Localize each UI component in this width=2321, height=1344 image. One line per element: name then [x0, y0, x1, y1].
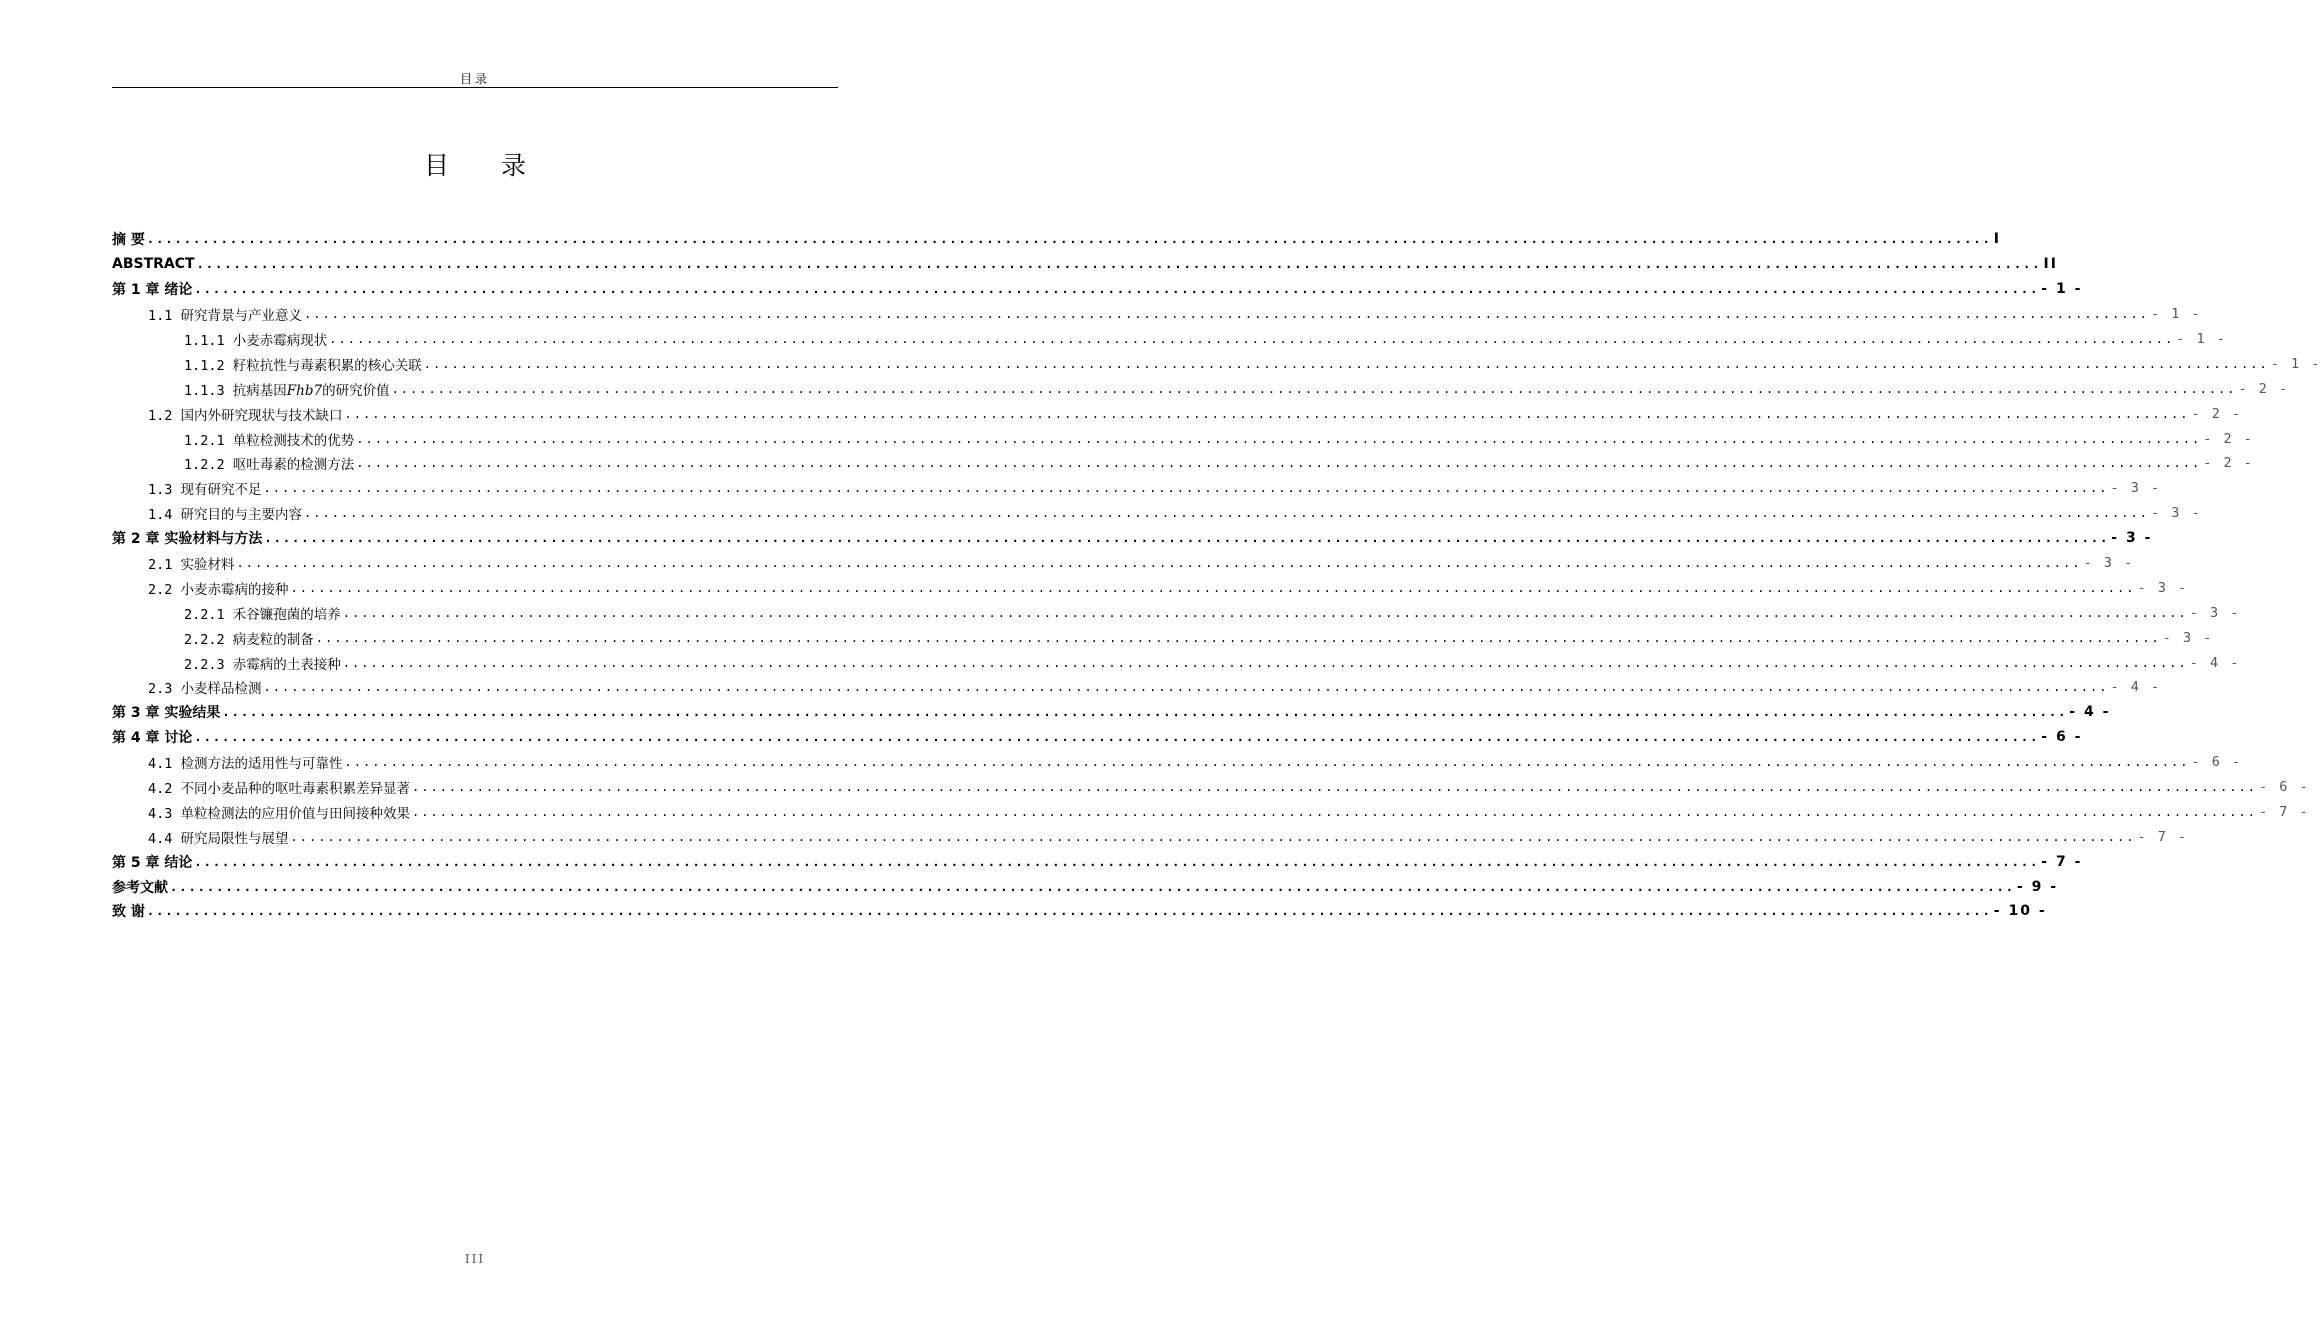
toc-entry[interactable]: [112, 501, 2202, 526]
toc-entry[interactable]: [112, 277, 2083, 302]
toc-entry-title: 2.2.2 病麦粒的制备: [184, 631, 314, 648]
toc-entry[interactable]: [112, 376, 2290, 401]
toc-leader-dots: ........................................................................................................................................................................................................: [423, 356, 2269, 371]
toc-entry-title: 致 谢: [112, 904, 145, 921]
toc-entry-page: - 3 -: [2150, 505, 2202, 522]
toc-entry[interactable]: [112, 849, 2083, 874]
toc-entry[interactable]: [112, 351, 2321, 376]
toc-entry-title: 第 1 章 绪论: [112, 282, 193, 299]
toc-entry[interactable]: [112, 625, 2214, 650]
toc-entry-title: 第 2 章 实验材料与方法: [112, 531, 263, 548]
toc-leader-dots: ........................................................................................................................................................................................................: [290, 580, 2136, 595]
toc-entry-page: - 1 -: [2041, 281, 2083, 298]
toc-leader-dots: ........................................................................................................................................................................................................: [263, 481, 2109, 496]
toc-entry-title: 第 5 章 结论: [112, 854, 193, 871]
toc-entry-title: 1.2 国内外研究现状与技术缺口: [148, 407, 343, 424]
toc-leader-dots: ........................................................................................................................................................................................................: [329, 332, 2175, 346]
toc-entry[interactable]: [112, 401, 2243, 426]
toc-entry[interactable]: [112, 799, 2310, 824]
toc-entry-title: 2.2.3 赤霉病的土表接种: [184, 656, 341, 673]
toc-entry-title: 4.3 单粒检测法的应用价值与田间接种效果: [148, 805, 411, 822]
toc-entry-page: - 7 -: [2041, 853, 2083, 870]
toc-entry-page: - 3 -: [2137, 579, 2189, 596]
toc-entry-title: 1.1.3 抗病基因Fhb7的研究价值: [184, 382, 390, 399]
toc-leader-dots: ........................................................................................................................................................................................................: [263, 680, 2109, 695]
toc-entry-title: 1.4 研究目的与主要内容: [148, 507, 303, 524]
toc-leader-dots: ........................................................................................................................................................................................................: [264, 531, 2110, 546]
toc-entry-page: - 7 -: [2137, 828, 2189, 845]
toc-entry-title: 1.2.2 呕吐毒素的检测方法: [184, 457, 355, 474]
toc-entry-page: - 6 -: [2258, 779, 2310, 796]
toc-entry[interactable]: [112, 302, 2202, 327]
toc-entry[interactable]: [112, 775, 2310, 800]
toc-entry-page: - 2 -: [2238, 380, 2290, 397]
toc-entry[interactable]: [112, 227, 2002, 252]
toc-entry[interactable]: [112, 824, 2189, 849]
toc-leader-dots: ........................................................................................................................................................................................................: [222, 705, 2068, 720]
toc-leader-dots: ........................................................................................................................................................................................................: [342, 605, 2188, 620]
toc-entry-page: - 3 -: [2083, 555, 2135, 572]
toc-entry-page: - 1 -: [2270, 355, 2321, 372]
toc-leader-dots: ........................................................................................................................................................................................................: [290, 829, 2136, 844]
toc-entry-page: - 3 -: [2111, 530, 2153, 547]
toc-entry-title: 4.1 检测方法的适用性与可靠性: [148, 756, 343, 773]
toc-entry[interactable]: [112, 526, 2153, 551]
toc-entry-page: - 3 -: [2162, 629, 2214, 646]
toc-entry-title: 1.1.1 小麦赤霉病现状: [184, 333, 328, 349]
toc-entry-title: 第 4 章 讨论: [112, 730, 193, 747]
toc-entry-title: 第 3 章 实验结果: [112, 705, 221, 722]
toc-entry-title: 1.1 研究背景与产业意义: [148, 308, 303, 325]
toc-entry-page: - 4 -: [2110, 679, 2162, 696]
toc-leader-dots: ........................................................................................................................................................................................................: [342, 655, 2188, 670]
toc-entry-title: 2.1 实验材料: [148, 557, 235, 574]
header-rule: [112, 87, 838, 88]
toc-leader-dots: ........................................................................................................................................................................................................: [196, 257, 2042, 272]
toc-entry-page: - 7 -: [2258, 803, 2310, 820]
toc-entry-page: - 3 -: [2189, 604, 2241, 621]
toc-entry[interactable]: [112, 252, 2058, 277]
toc-leader-dots: ........................................................................................................................................................................................................: [315, 630, 2161, 645]
toc-leader-dots: ........................................................................................................................................................................................................: [356, 456, 2202, 471]
toc-entry[interactable]: [112, 600, 2241, 625]
footer-page-number: III: [464, 1252, 486, 1266]
toc-leader-dots: ........................................................................................................................................................................................................: [304, 506, 2149, 521]
toc-leader-dots: ........................................................................................................................................................................................................: [146, 232, 1992, 247]
toc-entry-page: - 10 -: [1993, 903, 2047, 920]
toc-leader-dots: ........................................................................................................................................................................................................: [194, 282, 2040, 297]
toc-entry-page: - 6 -: [2041, 729, 2083, 746]
toc-entry[interactable]: [112, 451, 2254, 476]
toc-leader-dots: ........................................................................................................................................................................................................: [356, 431, 2202, 446]
toc-entry-page: - 2 -: [2191, 405, 2243, 422]
toc-entry-page: - 9 -: [2016, 878, 2059, 895]
toc-leader-dots: ........................................................................................................................................................................................................: [304, 307, 2149, 322]
toc-entry[interactable]: [112, 725, 2083, 750]
toc-leader-dots: ........................................................................................................................................................................................................: [194, 854, 2040, 869]
toc-entry-title: 4.4 研究局限性与展望: [148, 830, 289, 847]
toc-entry-title: ABSTRACT: [112, 256, 195, 273]
toc-entry-title: 1.1.2 籽粒抗性与毒素积累的核心关联: [184, 357, 422, 374]
toc-leader-dots: ........................................................................................................................................................................................................: [236, 556, 2082, 571]
toc-entry-title: 1.2.1 单粒检测技术的优势: [184, 432, 355, 449]
toc-entry-page: - 2 -: [2203, 455, 2254, 472]
toc-entry-page: - 1 -: [2150, 306, 2202, 323]
running-header: 目录: [459, 72, 490, 86]
toc-entry-page: II: [2043, 256, 2058, 273]
toc-entry-page: - 1 -: [2176, 331, 2227, 347]
toc-entry-page: - 3 -: [2110, 480, 2162, 497]
toc-entry[interactable]: [112, 700, 2111, 725]
toc-entry[interactable]: [112, 575, 2189, 600]
toc-entry[interactable]: [112, 476, 2162, 501]
toc-entry-title: 参考文献: [112, 879, 168, 896]
toc-entry-title: 摘 要: [112, 232, 145, 249]
toc-entry[interactable]: [112, 426, 2254, 451]
toc-entry-page: I: [1993, 231, 2002, 248]
toc-leader-dots: ........................................................................................................................................................................................................: [391, 381, 2237, 396]
toc-entry-title: 4.2 不同小麦品种的呕吐毒素积累差异显著: [148, 781, 411, 798]
toc-entry[interactable]: [112, 675, 2162, 700]
toc-leader-dots: ........................................................................................................................................................................................................: [170, 879, 2015, 894]
toc-entry-page: - 4 -: [2189, 654, 2241, 671]
toc-entry[interactable]: [112, 750, 2243, 775]
toc-entry[interactable]: [112, 874, 2059, 899]
toc-entry-page: - 2 -: [2203, 430, 2254, 447]
toc-entry[interactable]: [112, 899, 2047, 924]
table-of-contents: [112, 227, 2321, 924]
toc-leader-dots: ........................................................................................................................................................................................................: [412, 804, 2257, 819]
toc-entry-page: - 6 -: [2191, 754, 2243, 771]
toc-entry-page: - 4 -: [2069, 704, 2111, 721]
toc-leader-dots: ........................................................................................................................................................................................................: [194, 730, 2040, 745]
toc-leader-dots: ........................................................................................................................................................................................................: [344, 406, 2190, 421]
toc-entry[interactable]: [112, 551, 2135, 576]
toc-leader-dots: ........................................................................................................................................................................................................: [412, 780, 2257, 795]
toc-leader-dots: ........................................................................................................................................................................................................: [344, 755, 2190, 770]
toc-entry-title: 1.3 现有研究不足: [148, 482, 262, 499]
page-title: 目 录: [424, 151, 548, 180]
toc-entry[interactable]: [112, 327, 2227, 352]
toc-entry-title: 2.3 小麦样品检测: [148, 681, 262, 698]
toc-entry-title: 2.2 小麦赤霉病的接种: [148, 581, 289, 598]
toc-entry-title: 2.2.1 禾谷镰孢菌的培养: [184, 606, 341, 623]
toc-leader-dots: ........................................................................................................................................................................................................: [146, 904, 1992, 919]
toc-entry[interactable]: [112, 650, 2241, 675]
